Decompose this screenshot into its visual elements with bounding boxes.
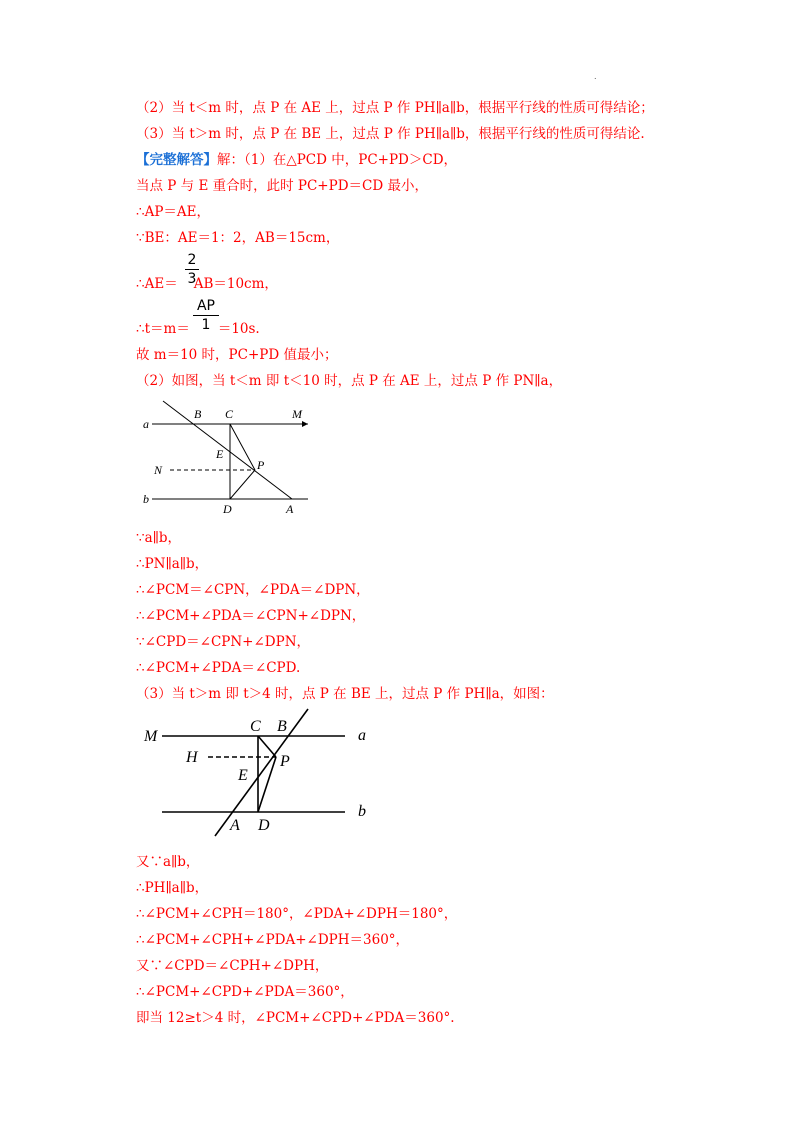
label-C: C xyxy=(250,718,261,735)
answer-tag: 【完整解答】 xyxy=(136,152,217,168)
fraction-numerator: 2 xyxy=(187,252,197,268)
text-span: AB＝10cm， xyxy=(193,276,278,292)
fraction-two-thirds xyxy=(185,252,199,287)
label-H: H xyxy=(186,749,198,766)
text-line: （2）当 t＜m 时，点 P 在 AE 上，过点 P 作 PH∥a∥b，根据平行线的性质可得结论； xyxy=(136,100,654,116)
text-line: ∵BE：AE＝1：2，AB＝15cm， xyxy=(136,230,340,246)
text-line: （2）如图，当 t＜m 即 t＜10 时，点 P 在 AE 上，过点 P 作 PN∥a， xyxy=(136,373,563,389)
text-line: ∵∠CPD＝∠CPN+∠DPN， xyxy=(136,634,311,650)
text-line: （3）当 t＞m 即 t＞4 时，点 P 在 BE 上，过点 P 作 PH∥a，如图： xyxy=(136,686,554,702)
label-B: B xyxy=(277,718,287,735)
segment-cp xyxy=(230,424,255,470)
text-line: ∴∠PCM+∠PDA＝∠CPN+∠DPN， xyxy=(136,608,366,624)
page-mark: . xyxy=(594,72,597,81)
text-line: ∴∠PCM＝∠CPN，∠PDA＝∠DPN， xyxy=(136,582,370,598)
fraction-numerator: AP xyxy=(196,298,216,314)
label-P: P xyxy=(280,753,290,770)
text-span: ＝10s. xyxy=(217,321,260,337)
fraction-denominator: 3 xyxy=(187,271,197,287)
label-A: A xyxy=(230,817,240,834)
text-line: ∵a∥b， xyxy=(136,530,182,546)
text-line: ∴AP＝AE， xyxy=(136,204,211,220)
text-line: 当点 P 与 E 重合时，此时 PC+PD＝CD 最小， xyxy=(136,178,428,194)
figure-2-geometry xyxy=(140,706,380,842)
label-B: B xyxy=(194,407,202,421)
text-line: ∴∠PCM+∠CPH＝180°，∠PDA+∠DPH＝180°， xyxy=(136,906,458,922)
text-line: ∴∠PCM+∠CPH+∠PDA+∠DPH＝360°， xyxy=(136,932,410,948)
text-span: 解：（1）在△PCD 中，PC+PD＞CD， xyxy=(217,152,458,168)
segment-dp xyxy=(230,470,255,499)
text-line: ∴∠PCM+∠PDA＝∠CPD. xyxy=(136,660,301,676)
fraction-denominator: 1 xyxy=(201,317,211,333)
label-E: E xyxy=(216,447,224,461)
label-M: M xyxy=(292,407,302,421)
text-line: ∴∠PCM+∠CPD+∠PDA＝360°， xyxy=(136,984,354,1000)
label-a: a xyxy=(358,727,366,744)
label-E: E xyxy=(238,767,248,784)
text-line: （3）当 t＞m 时，点 P 在 BE 上，过点 P 作 PH∥a∥b，根据平行线的性质可得结论. xyxy=(136,126,645,142)
text-span: ∴t＝m＝ xyxy=(136,321,190,337)
segment-cp xyxy=(258,736,276,757)
arrow-icon xyxy=(302,421,308,427)
label-b: b xyxy=(358,803,366,820)
fraction-ap-over-one xyxy=(193,298,219,333)
label-M: M xyxy=(144,728,158,745)
label-P: P xyxy=(257,458,265,472)
text-line: 即当 12≥t＞4 时，∠PCM+∠CPD+∠PDA＝360°. xyxy=(136,1010,455,1026)
label-b: b xyxy=(143,492,149,506)
text-span: ∴AE＝ xyxy=(136,276,178,292)
text-line: ∴PH∥a∥b， xyxy=(136,880,209,896)
text-line xyxy=(136,275,278,293)
text-line: 又∵a∥b， xyxy=(136,854,200,870)
text-line xyxy=(136,151,457,169)
text-line: 故 m＝10 时，PC+PD 值最小； xyxy=(136,347,338,363)
label-A: A xyxy=(286,502,294,516)
label-C: C xyxy=(225,407,234,421)
text-line: 又∵∠CPD＝∠CPH+∠DPH， xyxy=(136,958,329,974)
text-line: ∴PN∥a∥b， xyxy=(136,556,209,572)
label-D: D xyxy=(223,502,232,516)
label-D: D xyxy=(258,817,270,834)
label-a: a xyxy=(143,417,149,431)
figure-1-geometry xyxy=(140,398,320,516)
label-N: N xyxy=(154,463,163,477)
